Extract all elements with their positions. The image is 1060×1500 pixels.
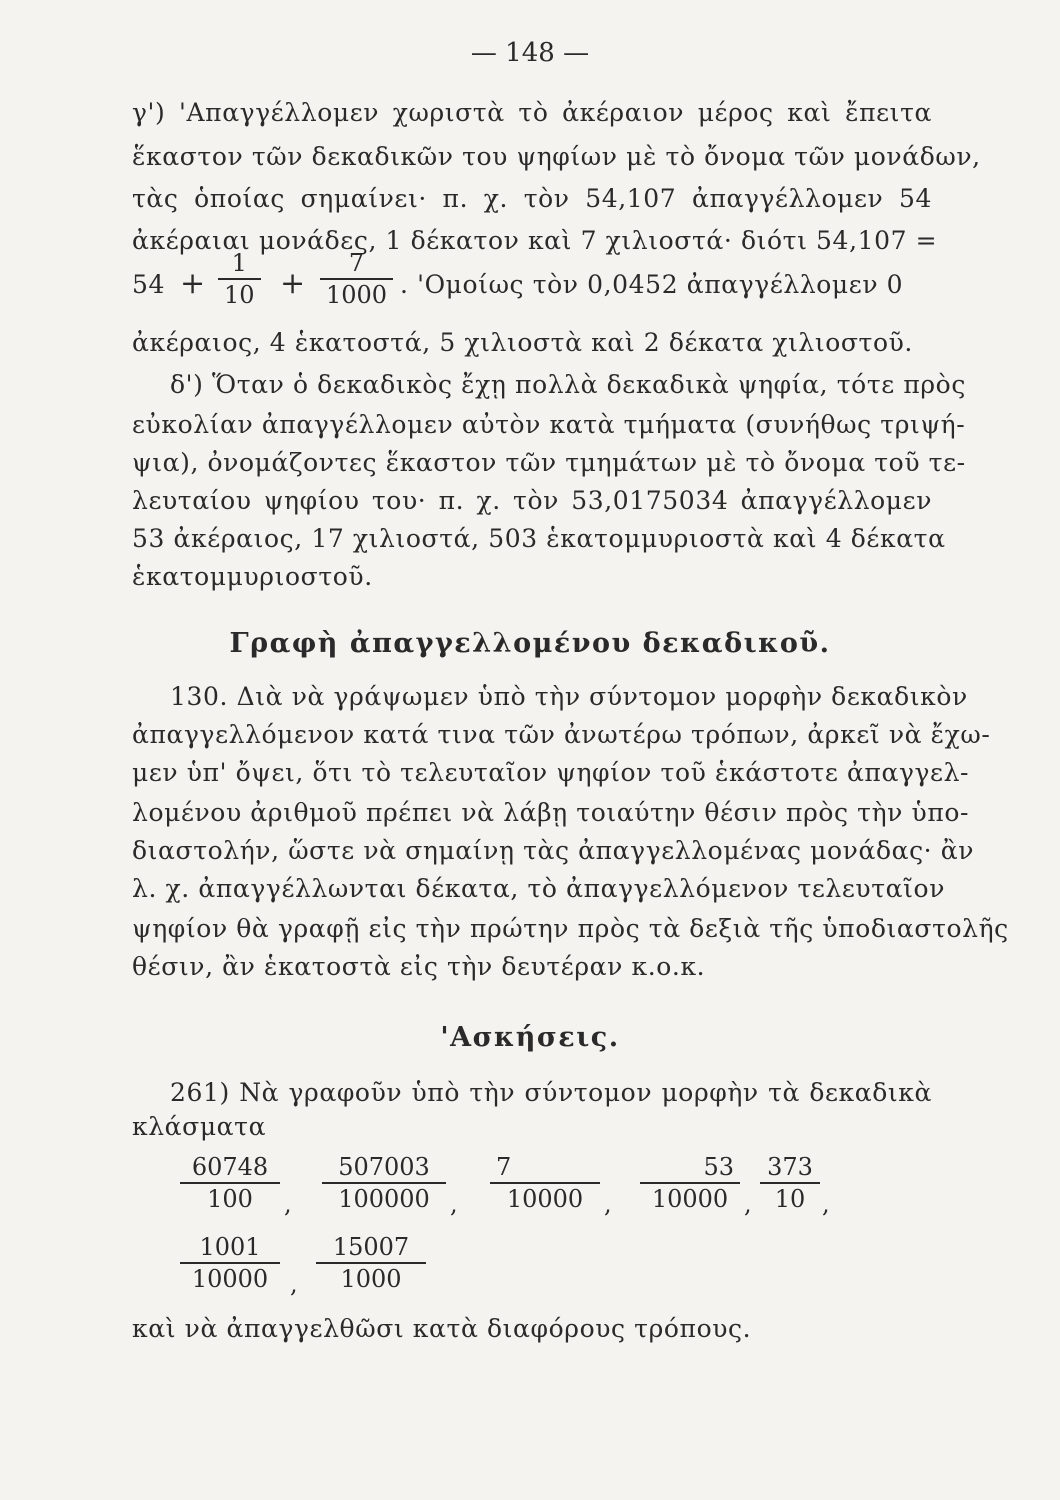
fraction-numerator: 1001 [199,1233,261,1261]
text-line: ἀκέραιος, 4 ἑκατοστά, 5 χιλιοστὰ καὶ 2 δέκατα χιλιοστοῦ. [132,328,913,357]
text-line: δ') Ὅταν ὁ δεκαδικὸς ἔχῃ πολλὰ δεκαδικὰ ψηφία, τότε πρὸς [170,370,966,399]
exercise-fraction [322,1152,446,1214]
separator: , [744,1190,752,1218]
fraction-numerator: 15007 [332,1233,410,1261]
plus-sign: + [280,266,306,301]
equation-lead: 54 [132,270,166,299]
text-line: 130. Διὰ νὰ γράψωμεν ὑπὸ τὴν σύντομον μορφὴν δεκαδικὸν [170,682,968,711]
fraction-denominator: 1000 [320,278,393,310]
exercise-fraction [180,1152,280,1214]
text-line: κλάσματα [132,1112,267,1141]
text-line: ἑκατομμυριοστοῦ. [132,562,373,591]
text-line: λευταίου ψηφίου του· π. χ. τὸν 53,0175034 ἀπαγγέλλομεν [132,486,932,515]
text-line: ψια), ὀνομάζοντες ἕκαστον τῶν τμημάτων μὲ τὸ ὄνομα τοῦ τε- [132,448,966,477]
text-line: ψηφίον θὰ γραφῇ εἰς τὴν πρώτην πρὸς τὰ δεξιὰ τῆς ὑποδιαστολῆς [132,914,1009,943]
fraction-denominator: 1000 [316,1262,426,1294]
fraction-numerator: 373 [767,1153,813,1181]
exercise-fraction [180,1232,280,1294]
page-number: — 148 — [470,38,590,68]
fraction-numerator: 53 [703,1153,734,1181]
text-line: γ') 'Απαγγέλλομεν χωριστὰ τὸ ἀκέραιον μέρος καὶ ἔπειτα [132,98,932,127]
text-line: ἀπαγγελλόμενον κατά τινα τῶν ἀνωτέρω τρόπων, ἀρκεῖ νὰ ἔχω- [132,720,991,749]
text-line: 53 ἀκέραιος, 17 χιλιοστά, 503 ἑκατομμυριοστὰ καὶ 4 δέκατα [132,524,946,553]
separator: , [450,1190,458,1218]
separator: , [290,1270,298,1298]
fraction-denominator: 10000 [490,1182,600,1214]
fraction-numerator: 7 [496,1153,512,1181]
fraction [320,248,393,310]
fraction-numerator: 1 [231,249,247,277]
exercise-fraction [316,1232,426,1294]
text-line: θέσιν, ἂν ἑκατοστὰ εἰς τὴν δευτέραν κ.ο.κ. [132,952,706,981]
exercise-fraction [760,1152,820,1214]
fraction-denominator: 10 [218,278,261,310]
fraction-denominator: 100000 [322,1182,446,1214]
section-heading: Γραφὴ ἀπαγγελλομένου δεκαδικοῦ. [229,628,831,659]
text-line: εὐκολίαν ἀπαγγέλλομεν αὐτὸν κατὰ τμήματα (συνήθως τριψή- [132,410,966,439]
fraction-numerator: 7 [348,249,365,277]
fraction-denominator: 100 [180,1182,280,1214]
fraction-denominator: 10 [760,1182,820,1214]
text-line: ἀκέραιαι μονάδες, 1 δέκατον καὶ 7 χιλιοστά· διότι 54,107 = [132,226,938,255]
fraction [218,248,261,310]
text-line: λομένου ἀριθμοῦ πρέπει νὰ λάβῃ τοιαύτην θέσιν πρὸς τὴν ὑπο- [132,798,970,827]
separator: , [284,1190,292,1218]
fraction-numerator: 60748 [191,1153,269,1181]
text-line: καὶ νὰ ἀπαγγελθῶσι κατὰ διαφόρους τρόπους. [132,1314,752,1343]
exercise-fraction [490,1152,600,1214]
plus-sign: + [180,266,206,301]
text-line: τὰς ὁποίας σημαίνει· π. χ. τὸν 54,107 ἀπαγγέλλομεν 54 [132,184,932,213]
exercises-heading: 'Ασκήσεις. [440,1022,620,1053]
text-line: λ. χ. ἀπαγγέλλωνται δέκατα, τὸ ἀπαγγελλόμενον τελευταῖον [132,874,945,903]
text-line: 261) Νὰ γραφοῦν ὑπὸ τὴν σύντομον μορφὴν τὰ δεκαδικὰ [170,1078,932,1107]
exercise-fraction [640,1152,740,1214]
text-line: διαστολήν, ὥστε νὰ σημαίνῃ τὰς ἀπαγγελλομένας μονάδας· ἂν [132,836,975,865]
text-line: ἕκαστον τῶν δεκαδικῶν του ψηφίων μὲ τὸ ὄνομα τῶν μονάδων, [132,142,981,171]
fraction-denominator: 10000 [180,1262,280,1294]
separator: , [822,1190,830,1218]
fraction-denominator: 10000 [640,1182,740,1214]
fraction-numerator: 507003 [338,1153,430,1181]
text-line: μεν ὑπ' ὄψει, ὅτι τὸ τελευταῖον ψηφίον τοῦ ἑκάστοτε ἀπαγγελ- [132,758,970,787]
equation-tail: . 'Ομοίως τὸν 0,0452 ἀπαγγέλλομεν 0 [400,270,904,299]
separator: , [604,1190,612,1218]
